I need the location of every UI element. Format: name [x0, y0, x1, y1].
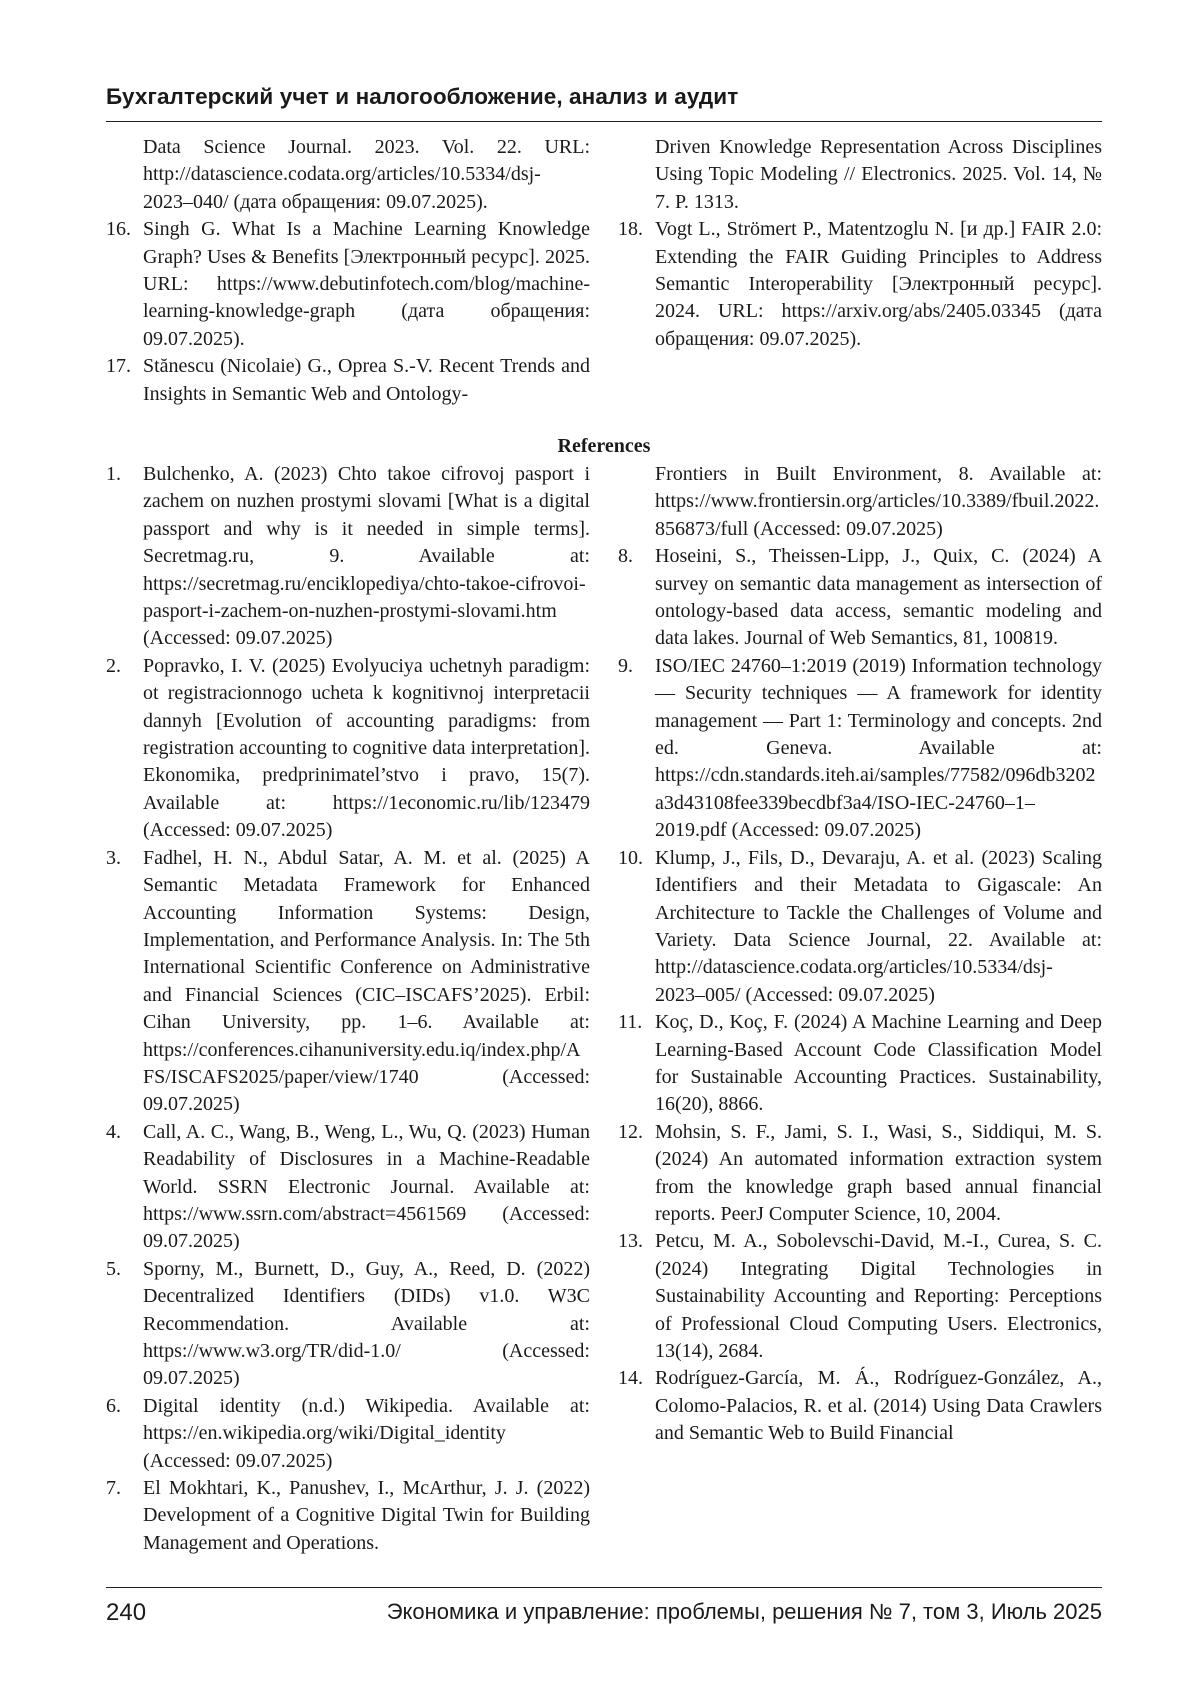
reference-item [106, 1256, 590, 1393]
item-text: Fadhel, H. N., Abdul Satar, A. M. et al. (2025) A Semantic Metadata Framework for Enhanced Accounting Information Systems: Design, Implementation, and Performance Analysis. In: The 5th International Scientific Conference on Administrative and Financial Sciences (CIC–ISCAFS’2025). Erbil: Cihan University, pp. 1–6. Available at: https://conferences.cihanuniversity.edu.iq/index.php/AFS/ISCAFS2025/paper/view/1740 (Accessed: 09.07.2025) [143, 846, 590, 1116]
item-number: 2. [106, 654, 121, 677]
list-item [618, 134, 1102, 216]
item-number: 6. [106, 1394, 121, 1417]
item-text: Hoseini, S., Theissen-Lipp, J., Quix, C. (2024) A survey on semantic data management as intersection of ontology-based data access, semantic modeling and data lakes. Journal of Web Semantics, 81, 100819. [655, 545, 1102, 650]
list-item [106, 134, 590, 216]
item-number: 3. [106, 846, 121, 869]
item-text: Vogt L., Strömert P., Matentzoglu N. [и др.] FAIR 2.0: Extending the FAIR Guiding Principles to Address Semantic Interoperability [Электронный ресурс]. 2024. URL: https://arxiv.org/abs/2405.03345 (дата обращения: 09.07.2025). [655, 218, 1102, 350]
item-text: Petcu, M. A., Sobolevschi-David, M.-I., Curea, S. C. (2024) Integrating Digital Technologies in Sustainability Accounting and Reporting: Perceptions of Professional Cloud Computing Users. Electronics, 13(14), 2684. [655, 1230, 1102, 1362]
references-right-column [618, 461, 1102, 1448]
header-rule [106, 121, 1102, 122]
item-text: Klump, J., Fils, D., Devaraju, A. et al. (2023) Scaling Identifiers and their Metadata to Gigascale: An Architecture to Tackle the Challenges of Volume and Variety. Data Science Journal, 22. Available at: http://datascience.codata.org/articles/10.5334/dsj-2023–005/ (Accessed: 09.07.2025) [655, 846, 1102, 1006]
item-number: 1. [106, 463, 121, 485]
references-left-column [106, 461, 590, 1557]
reference-item [618, 653, 1102, 845]
reference-item [106, 1119, 590, 1256]
journal-title: Экономика и управление: проблемы, решения № 7, том 3, Июль 2025 [386, 1599, 1102, 1624]
item-text: Driven Knowledge Representation Across Disciplines Using Topic Modeling // Electronics. 2025. Vol. 14, № 7. P. 1313. [655, 136, 1102, 213]
item-number: 8. [618, 545, 633, 568]
item-text: Stănescu (Nicolaie) G., Oprea S.-V. Recent Trends and Insights in Semantic Web and Ontology- [143, 355, 590, 405]
item-number: 9. [618, 654, 633, 677]
reference-item [618, 461, 1102, 543]
reference-item [106, 1393, 590, 1475]
item-text: Mohsin, S. F., Jami, S. I., Wasi, S., Siddiqui, M. S. (2024) An automated information extraction system from the knowledge graph based annual financial reports. PeerJ Computer Science, 10, 2004. [655, 1120, 1102, 1225]
item-number: 12. [618, 1120, 643, 1143]
item-number: 5. [106, 1257, 121, 1280]
item-text: Bulchenko, A. (2023) Chto takoe cifrovoj pasport i zachem on nuzhen prostymi slovami [What is a digital passport and why is it needed in simple terms]. Secretmag.ru, 9. Available at: https://secretmag.ru/enciklopediya/chto-takoe-cifrovoi-pasport-i-zachem-on-nuzhen-prostymi-slovami.htm (Accessed: 09.07.2025) [143, 463, 590, 650]
list-item [618, 216, 1102, 353]
item-number: 13. [618, 1230, 643, 1253]
reference-item [618, 1009, 1102, 1119]
item-text: Koç, D., Koç, F. (2024) A Machine Learning and Deep Learning-Based Account Code Classification Model for Sustainable Accounting Practices. Sustainability, 16(20), 8866. [655, 1011, 1102, 1116]
footer-rule [106, 1587, 1102, 1588]
reference-item [106, 845, 590, 1119]
item-number: 14. [618, 1367, 643, 1390]
reference-item [618, 1228, 1102, 1365]
running-head-title: Бухгалтерский учет и налогообложение, анализ и аудит [106, 84, 739, 109]
page-footer [106, 1599, 1102, 1633]
item-text: Call, A. C., Wang, B., Weng, L., Wu, Q. (2023) Human Readability of Disclosures in a Machine-Readable World. SSRN Electronic Journal. Available at: https://www.ssrn.com/abstract=4561569 (Accessed: 09.07.2025) [143, 1120, 590, 1253]
item-text: Singh G. What Is a Machine Learning Knowledge Graph? Uses & Benefits [Электронный ресурс]. 2025. URL: https://www.debutinfotech.com/blog/machine-learning-knowledge-graph (дата обращения: 09.07.2025). [143, 218, 590, 350]
item-number: 11. [618, 1011, 643, 1034]
item-number: 7. [106, 1477, 121, 1500]
item-number: 10. [618, 846, 643, 869]
reference-item [618, 845, 1102, 1009]
reference-item [618, 1365, 1102, 1447]
item-number: 17. [106, 355, 131, 378]
reference-item [618, 1119, 1102, 1229]
reference-item [106, 653, 590, 845]
reference-item [106, 1475, 590, 1557]
page-number: 240 [106, 1599, 147, 1626]
reference-item [618, 543, 1102, 653]
item-text: Digital identity (n.d.) Wikipedia. Available at: https://en.wikipedia.org/wiki/Digital_identity (Accessed: 09.07.2025) [143, 1394, 590, 1472]
item-text: Popravko, I. V. (2025) Evolyuciya uchetnyh paradigm: ot registracionnogo ucheta k kognitivnoj interpretacii dannyh [Evolution of accounting paradigms: from registration accounting to cognitive data interpretation]. Ekonomika, predprinimatel’stvo i pravo, 15(7). Available at: https://1economic.ru/lib/123479 (Accessed: 09.07.2025) [143, 654, 590, 842]
item-text: ISO/IEC 24760–1:2019 (2019) Information technology — Security techniques — A framework for identity management — Part 1: Terminology and concepts. 2nd ed. Geneva. Available at: https://cdn.standards.iteh.ai/samples/77582/096db3202a3d43108fee339becdbf3a4/ISO-IEC-24760–1–2019.pdf (Accessed: 09.07.2025) [655, 654, 1102, 842]
item-text: Frontiers in Built Environment, 8. Available at: https://www.frontiersin.org/articles/10.3389/fbuil.2022.856873/full (Accessed: 09.07.2025) [655, 463, 1102, 540]
item-text: El Mokhtari, K., Panushev, I., McArthur, J. J. (2022) Development of a Cognitive Digital Twin for Building Management and Operations. [143, 1477, 590, 1554]
item-number: 4. [106, 1120, 121, 1143]
item-number: 16. [106, 218, 131, 241]
top-left-column [106, 134, 590, 408]
item-number: 18. [618, 218, 643, 241]
list-item [106, 353, 590, 408]
item-text: Sporny, M., Burnett, D., Guy, A., Reed, D. (2022) Decentralized Identifiers (DIDs) v1.0. W3C Recommendation. Available at: https://www.w3.org/TR/did-1.0/ (Accessed: 09.07.2025) [143, 1257, 590, 1390]
item-text: Data Science Journal. 2023. Vol. 22. URL: http://datascience.codata.org/articles/10.5334/dsj-2023–040/ (дата обращения: 09.07.2025). [143, 136, 590, 213]
item-text: Rodríguez-García, M. Á., Rodríguez-González, A., Colomo-Palacios, R. et al. (2014) Using Data Crawlers and Semantic Web to Build Financial [655, 1367, 1102, 1445]
top-right-column [618, 134, 1102, 353]
reference-item [106, 461, 590, 653]
list-item [106, 216, 590, 353]
references-heading: References [557, 435, 651, 457]
